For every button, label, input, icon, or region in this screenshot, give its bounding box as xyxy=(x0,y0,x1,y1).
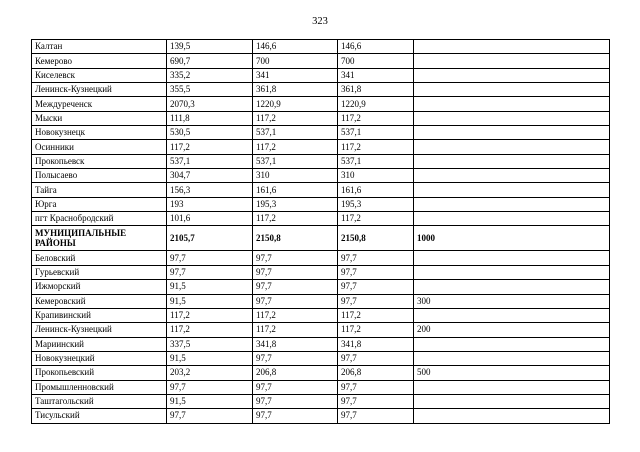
value-cell-4 xyxy=(414,280,610,294)
table-row xyxy=(32,366,610,380)
value-cell-2: 97,7 xyxy=(253,280,338,294)
value-cell-2: 195,3 xyxy=(253,197,338,211)
value-cell-1: 117,2 xyxy=(167,140,253,154)
value-cell-3: 97,7 xyxy=(338,409,414,423)
value-cell-2: 206,8 xyxy=(253,366,338,380)
value-cell-2: 117,2 xyxy=(253,323,338,337)
value-cell-1: 537,1 xyxy=(167,154,253,168)
table-row xyxy=(32,280,610,294)
value-cell-3: 97,7 xyxy=(338,280,414,294)
value-cell-2: 700 xyxy=(253,54,338,68)
value-cell-4 xyxy=(414,380,610,394)
value-cell-3: 161,6 xyxy=(338,183,414,197)
value-cell-1: 355,5 xyxy=(167,83,253,97)
value-cell-2: 341 xyxy=(253,68,338,82)
table-row xyxy=(32,337,610,351)
value-cell-1: 91,5 xyxy=(167,294,253,308)
value-cell-2: 117,2 xyxy=(253,308,338,322)
value-cell-3: 341 xyxy=(338,68,414,82)
value-cell-4 xyxy=(414,140,610,154)
value-cell-1: 91,5 xyxy=(167,351,253,365)
value-cell-1: 156,3 xyxy=(167,183,253,197)
name-cell: Киселевск xyxy=(32,68,167,82)
name-cell: Ленинск-Кузнецкий xyxy=(32,323,167,337)
value-cell-4 xyxy=(414,351,610,365)
value-cell-2: 97,7 xyxy=(253,380,338,394)
table-row xyxy=(32,351,610,365)
value-cell-1: 97,7 xyxy=(167,380,253,394)
table-row xyxy=(32,197,610,211)
value-cell-3: 195,3 xyxy=(338,197,414,211)
value-cell-4 xyxy=(414,169,610,183)
name-cell: Ленинск-Кузнецкий xyxy=(32,83,167,97)
name-cell: Таштагольский xyxy=(32,394,167,408)
value-cell-3: 2150,8 xyxy=(338,226,414,251)
table-row xyxy=(32,54,610,68)
table-row xyxy=(32,111,610,125)
table-row xyxy=(32,323,610,337)
value-cell-2: 97,7 xyxy=(253,251,338,265)
table-row xyxy=(32,409,610,423)
value-cell-4: 1000 xyxy=(414,226,610,251)
value-cell-1: 117,2 xyxy=(167,308,253,322)
name-cell: Гурьевский xyxy=(32,265,167,279)
name-cell: Кемерово xyxy=(32,54,167,68)
name-cell: Полысаево xyxy=(32,169,167,183)
table-row xyxy=(32,126,610,140)
value-cell-4 xyxy=(414,40,610,54)
value-cell-3: 97,7 xyxy=(338,394,414,408)
value-cell-4 xyxy=(414,394,610,408)
value-cell-2: 341,8 xyxy=(253,337,338,351)
value-cell-1: 530,5 xyxy=(167,126,253,140)
table-row xyxy=(32,251,610,265)
value-cell-3: 341,8 xyxy=(338,337,414,351)
value-cell-3: 117,2 xyxy=(338,212,414,226)
value-cell-3: 146,6 xyxy=(338,40,414,54)
section-row xyxy=(32,226,610,251)
value-cell-4: 300 xyxy=(414,294,610,308)
name-cell: Беловский xyxy=(32,251,167,265)
data-table xyxy=(31,39,610,424)
value-cell-4 xyxy=(414,54,610,68)
value-cell-2: 97,7 xyxy=(253,294,338,308)
value-cell-1: 117,2 xyxy=(167,323,253,337)
name-cell: Междуреченск xyxy=(32,97,167,111)
value-cell-1: 97,7 xyxy=(167,265,253,279)
value-cell-2: 97,7 xyxy=(253,394,338,408)
name-cell: Мыски xyxy=(32,111,167,125)
name-cell: Ижморский xyxy=(32,280,167,294)
value-cell-4 xyxy=(414,212,610,226)
value-cell-3: 97,7 xyxy=(338,351,414,365)
value-cell-4 xyxy=(414,97,610,111)
value-cell-2: 310 xyxy=(253,169,338,183)
value-cell-1: 139,5 xyxy=(167,40,253,54)
table-row xyxy=(32,68,610,82)
value-cell-4: 200 xyxy=(414,323,610,337)
name-cell: Новокузнецкий xyxy=(32,351,167,365)
value-cell-4 xyxy=(414,183,610,197)
value-cell-2: 117,2 xyxy=(253,140,338,154)
value-cell-4 xyxy=(414,308,610,322)
value-cell-2: 97,7 xyxy=(253,351,338,365)
value-cell-2: 97,7 xyxy=(253,409,338,423)
table-row xyxy=(32,212,610,226)
name-cell: Юрга xyxy=(32,197,167,211)
page-number: 323 xyxy=(312,16,328,27)
value-cell-4 xyxy=(414,126,610,140)
value-cell-1: 91,5 xyxy=(167,280,253,294)
value-cell-4 xyxy=(414,83,610,97)
value-cell-4 xyxy=(414,409,610,423)
table-row xyxy=(32,154,610,168)
value-cell-4 xyxy=(414,251,610,265)
value-cell-2: 537,1 xyxy=(253,154,338,168)
value-cell-2: 97,7 xyxy=(253,265,338,279)
value-cell-1: 335,2 xyxy=(167,68,253,82)
value-cell-1: 2105,7 xyxy=(167,226,253,251)
name-cell: Новокузнецк xyxy=(32,126,167,140)
value-cell-1: 97,7 xyxy=(167,251,253,265)
table-row xyxy=(32,83,610,97)
value-cell-3: 117,2 xyxy=(338,140,414,154)
value-cell-2: 361,8 xyxy=(253,83,338,97)
value-cell-2: 146,6 xyxy=(253,40,338,54)
value-cell-3: 1220,9 xyxy=(338,97,414,111)
value-cell-2: 1220,9 xyxy=(253,97,338,111)
table-row xyxy=(32,97,610,111)
value-cell-3: 537,1 xyxy=(338,154,414,168)
value-cell-2: 2150,8 xyxy=(253,226,338,251)
table-row xyxy=(32,380,610,394)
value-cell-3: 97,7 xyxy=(338,294,414,308)
name-cell: Крапивинский xyxy=(32,308,167,322)
value-cell-4: 500 xyxy=(414,366,610,380)
name-cell: Прокопьевский xyxy=(32,366,167,380)
table-row xyxy=(32,308,610,322)
value-cell-1: 111,8 xyxy=(167,111,253,125)
value-cell-3: 97,7 xyxy=(338,265,414,279)
value-cell-2: 537,1 xyxy=(253,126,338,140)
value-cell-1: 193 xyxy=(167,197,253,211)
value-cell-1: 690,7 xyxy=(167,54,253,68)
table-row xyxy=(32,140,610,154)
value-cell-4 xyxy=(414,111,610,125)
value-cell-1: 203,2 xyxy=(167,366,253,380)
value-cell-3: 206,8 xyxy=(338,366,414,380)
name-cell: Кемеровский xyxy=(32,294,167,308)
value-cell-1: 97,7 xyxy=(167,409,253,423)
table-row xyxy=(32,294,610,308)
value-cell-4 xyxy=(414,265,610,279)
value-cell-2: 161,6 xyxy=(253,183,338,197)
name-cell: Промышленновский xyxy=(32,380,167,394)
value-cell-3: 537,1 xyxy=(338,126,414,140)
name-cell: Калтан xyxy=(32,40,167,54)
value-cell-2: 117,2 xyxy=(253,111,338,125)
value-cell-4 xyxy=(414,68,610,82)
value-cell-3: 117,2 xyxy=(338,111,414,125)
table-row xyxy=(32,40,610,54)
name-cell: пгт Краснобродский xyxy=(32,212,167,226)
value-cell-1: 91,5 xyxy=(167,394,253,408)
value-cell-2: 117,2 xyxy=(253,212,338,226)
name-cell: Тайга xyxy=(32,183,167,197)
table-row xyxy=(32,169,610,183)
name-cell: Осинники xyxy=(32,140,167,154)
value-cell-4 xyxy=(414,337,610,351)
value-cell-1: 2070,3 xyxy=(167,97,253,111)
value-cell-4 xyxy=(414,154,610,168)
value-cell-1: 101,6 xyxy=(167,212,253,226)
name-cell: Тисульский xyxy=(32,409,167,423)
value-cell-3: 97,7 xyxy=(338,380,414,394)
value-cell-3: 700 xyxy=(338,54,414,68)
value-cell-1: 337,5 xyxy=(167,337,253,351)
name-cell: Прокопьевск xyxy=(32,154,167,168)
value-cell-3: 97,7 xyxy=(338,251,414,265)
table-row xyxy=(32,183,610,197)
table-row xyxy=(32,394,610,408)
value-cell-4 xyxy=(414,197,610,211)
name-cell: Мариинский xyxy=(32,337,167,351)
name-cell: МУНИЦИПАЛЬНЫЕ РАЙОНЫ xyxy=(32,226,167,251)
value-cell-3: 117,2 xyxy=(338,323,414,337)
value-cell-3: 361,8 xyxy=(338,83,414,97)
table-row xyxy=(32,265,610,279)
value-cell-3: 310 xyxy=(338,169,414,183)
table-body xyxy=(32,40,610,424)
value-cell-1: 304,7 xyxy=(167,169,253,183)
value-cell-3: 117,2 xyxy=(338,308,414,322)
